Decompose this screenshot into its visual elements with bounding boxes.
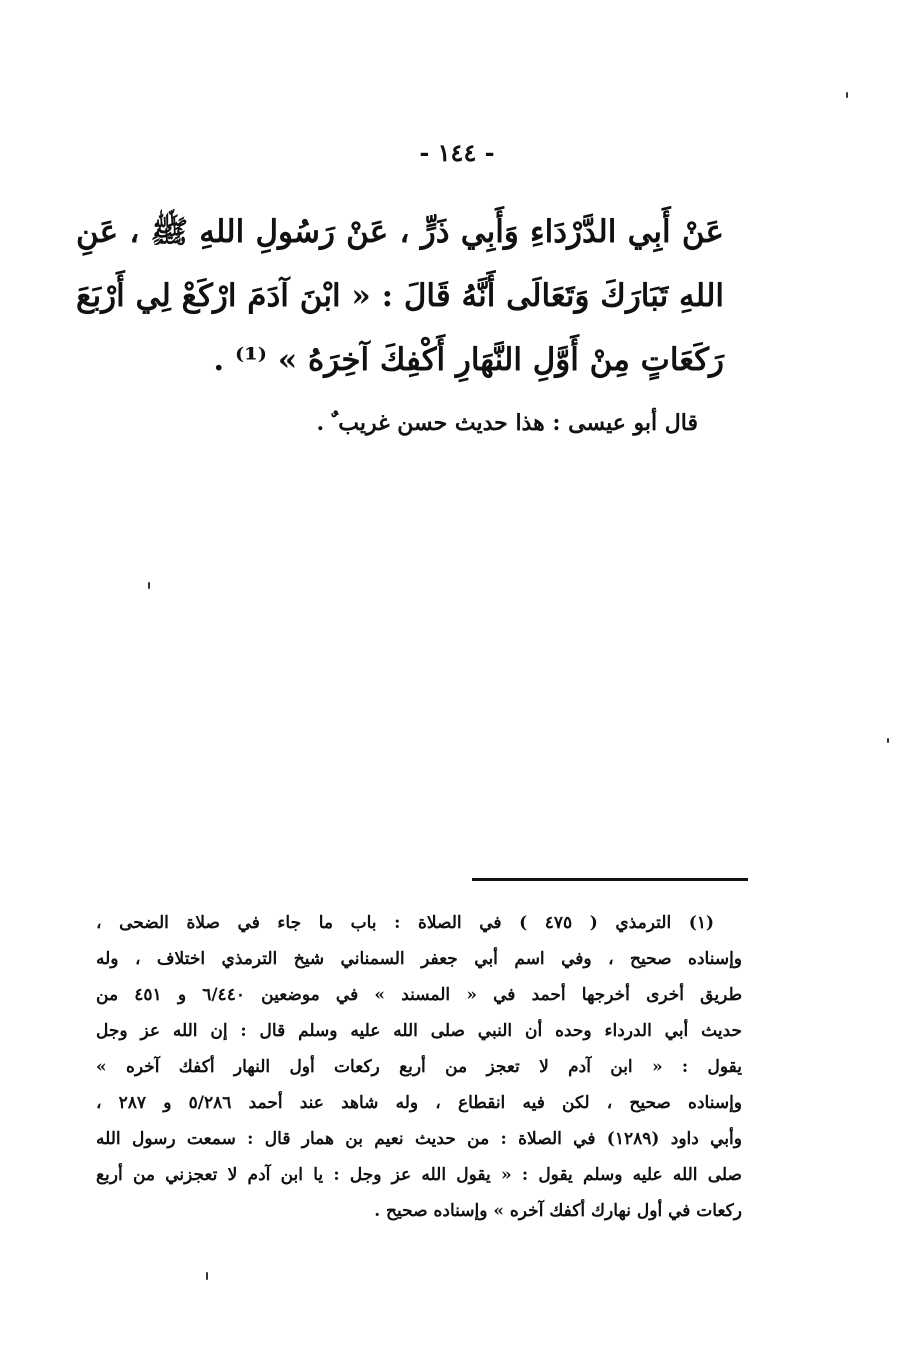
footnote-line: طريق أخرى أخرجها أحمد في « المسند » في موضعين ٦/٤٤٠ و ٤٥١ من [96, 985, 743, 1005]
scan-speck [887, 738, 889, 743]
footnote-line: وإسناده صحيح ، وفي اسم أبي جعفر السمناني شيخ الترمذي اختلاف ، وله [96, 949, 742, 969]
hadith-text [76, 200, 724, 392]
hadith-line: اللهِ تَبَارَكَ وَتَعَالَى أَنَّهُ قَالَ : « ابْنَ آدَمَ ارْكَعْ لِي أَرْبَعَ [76, 278, 724, 314]
footnote [96, 905, 742, 1229]
footnote-line: وأبي داود (١٢٨٩) في الصلاة : من حديث نعيم بن همار قال : سمعت رسول الله [96, 1129, 742, 1149]
scan-speck [148, 582, 150, 589]
hadith-grading: قال أبو عيسى : هذا حديث حسن غريب ٌ . [316, 410, 698, 436]
page-number: - ١٤٤ - [419, 138, 495, 167]
scan-speck [206, 1272, 208, 1280]
scan-speck [846, 92, 848, 98]
footnote-line: وإسناده صحيح ، لكن فيه انقطاع ، وله شاهد عند أحمد ٥/٢٨٦ و ٢٨٧ ، [96, 1093, 743, 1113]
footnote-line: (١) الترمذي ( ٤٧٥ ) في الصلاة : باب ما جاء في صلاة الضحى ، [96, 913, 714, 933]
footnote-line: يقول : « ابن آدم لا تعجز من أربع ركعات أول النهار أكفك آخره » [96, 1057, 742, 1077]
hadith-line: رَكَعَاتٍ مِنْ أَوَّلِ النَّهَارِ أَكْفِكَ آخِرَهُ » ⁽¹⁾ . [213, 342, 724, 378]
hadith-line: عَنْ أَبِي الدَّرْدَاءِ وَأَبِي ذَرٍّ ، عَنْ رَسُولِ اللهِ ﷺ ، عَنِ [76, 214, 724, 250]
footnote-line: ركعات في أول نهارك أكفك آخره » وإسناده صحيح . [374, 1201, 742, 1221]
footnote-separator [472, 878, 748, 881]
footnote-line: حديث أبي الدرداء وحده أن النبي صلى الله عليه وسلم قال : إن الله عز وجل [96, 1021, 742, 1041]
footnote-line: صلى الله عليه وسلم يقول : « يقول الله عز وجل : يا ابن آدم لا تعجزني من أربع [96, 1165, 742, 1185]
